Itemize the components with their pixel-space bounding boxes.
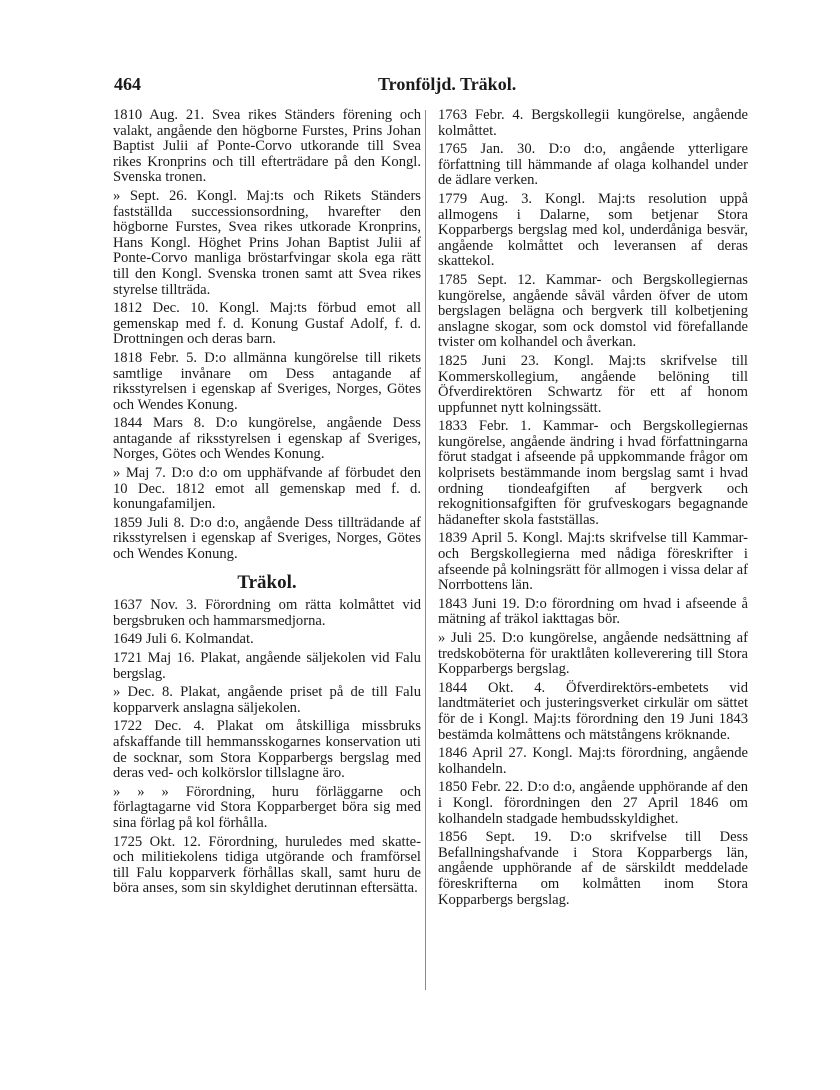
right-column <box>438 108 748 911</box>
register-entry <box>113 651 421 682</box>
running-title: Tronföljd. Träkol. <box>378 74 517 94</box>
entry-text: D:o allmänna kungörelse till rikets samtlige invånare om Dess antagande af riksstyrelsen i egenskap af Sveriges, Norges, Götes och Wendes Konung. <box>113 349 421 413</box>
entry-date: 1825 Juni 23. <box>438 352 540 369</box>
register-entry <box>438 681 748 743</box>
register-entry <box>438 830 748 908</box>
entry-text: Kongl. Maj:ts förbud emot all gemenskap med f. d. Konung Gustaf Adolf, f. d. Drottningen och deras barn. <box>113 300 422 348</box>
register-entry <box>438 746 748 777</box>
entry-date: 1844 Okt. 4. <box>438 679 546 696</box>
register-entry <box>113 719 421 781</box>
page-header <box>0 74 840 100</box>
entry-date: 1846 April 27. <box>438 745 527 762</box>
entry-text: Kongl. Maj:ts resolution uppå allmogens i Dalarne, som betjenar Stora Kopparbergs bergslag med kol, underdåniga besvär, angående kolmåttet och leveransen af deras skattekol. <box>438 190 748 270</box>
entry-text: Förordning om rätta kolmåttet vid bergsbruken och hammarsmedjorna. <box>113 597 421 629</box>
entry-text: D:o skrifvelse till Dess Befallningshafvande i Stora Kopparbergs län, angående upphörande af de särskildt meddelade föreskrifterna om kolmåtten inom Stora Kopparbergs bergslag. <box>438 829 748 908</box>
left-column <box>113 108 421 900</box>
register-entry <box>113 516 421 563</box>
register-entry <box>113 685 421 716</box>
entry-text: Förordning, huruledes med skatte- och militiekolens tidiga utgörande och framförsel till Falu kopparverk förhållas skall, samt huru de böra anses, som sin skyldighet derutinnan eftersätta. <box>113 833 422 897</box>
entry-text: Svea rikes Ständers förening och valakt, angående den högborne Furstes, Prins Johan Baptist Julii af Ponte-Corvo utkorande till Svea rikes Kronprins och till efterträdare på den Kongl. Svenska tronen. <box>113 107 421 186</box>
entry-date: » Juli 25. <box>438 630 497 646</box>
register-entry <box>438 354 748 416</box>
entry-text: D:o kungörelse, angående Dess antagande af riksstyrelsen i egenskap af Sveriges, Norges, Götes och Wendes Konung. <box>113 415 421 463</box>
entry-date: 1722 Dec. 4. <box>113 718 205 735</box>
entry-text: Kolmandat. <box>185 631 254 648</box>
entry-date: 1765 Jan. 30. <box>438 141 536 158</box>
section-title-trakol: Träkol. <box>237 571 297 593</box>
entry-date: » Dec. 8. <box>113 684 173 701</box>
register-entry <box>113 632 421 648</box>
entry-date: 1779 Aug. 3. <box>438 190 533 207</box>
entry-text: D:o d:o, angående ytterligare författning till hämmande af olaga kolhandel under de ädlare verken. <box>438 141 748 189</box>
register-entry <box>113 785 421 832</box>
entry-text: D:o kungörelse, angående nedsättning af tredskoböterna för uraktlåten kolleverering till Stora Kopparbergs bergslag. <box>438 630 748 678</box>
entry-text: Kammar- och Bergskollegiernas kungörelse, angående såväl vården öfver de utom bergslagen belägna och bergverk till kolbetjening anslagne skogar, som ock domstol vid förefallande tvister om kolhandel och åverkan. <box>438 271 748 351</box>
entry-text: Förordning, huru förläggarne och förlagtagarne vid Stora Kopparberget böra sig med sina förlag på kol förhålla. <box>113 783 421 831</box>
entry-text: D:o förordning om hvad i afseende å mätning af träkol iakttagas bör. <box>438 595 749 628</box>
entry-date: 1844 Mars 8. <box>113 415 205 432</box>
entry-date: 1843 Juni 19. <box>438 595 520 612</box>
entry-text: Kongl. Maj:ts förordning, angående kolhandeln. <box>438 745 748 777</box>
entry-date: 1721 Maj 16. <box>113 650 195 666</box>
entry-date: 1725 Okt. 12. <box>113 833 201 850</box>
entry-date: 1649 Juli 6. <box>113 631 182 648</box>
entry-text: D:o d:o, angående upphörande af den i Kongl. förordningen den 27 April 1846 om kolhandeln stadgade hembudsskyldighet. <box>438 779 748 827</box>
entry-date: 1763 Febr. 4. <box>438 107 524 123</box>
entry-date: 1812 Dec. 10. <box>113 300 209 317</box>
entry-date: 1637 Nov. 3. <box>113 597 197 614</box>
register-entry <box>113 351 421 413</box>
entry-text: Kongl. Maj:ts skrifvelse till Kammar- och Bergskollegierna med nådiga föreskrifter i afseende på kolningsrätt för allmogen i vissa delar af Norrbottens län. <box>438 530 748 594</box>
entry-date: 1839 April 5. <box>438 530 518 547</box>
column-divider <box>425 110 426 990</box>
entry-text: Öfverdirektörs-embetets vid landtmäteriet och justeringsverket cirkulär om sättet för de i Kongl. Maj:ts förordning den 19 Juni 1843 bestämda kolmåttens och mätstångens kröknande. <box>438 679 748 743</box>
page-number: 464 <box>114 74 141 94</box>
entry-text: Plakat om åtskilliga missbruks afskaffande till hemmansskogarnes konservation uti de socknar, som Stora Kopparbergs bergslag med deras ved- och kolkörslor tillslagne äro. <box>113 718 421 782</box>
entry-date: 1850 Febr. 22. <box>438 779 524 796</box>
register-entry <box>438 631 748 678</box>
entry-text: D:o d:o om upphäfvande af förbudet den 10 Dec. 1812 emot all gemenskap med f. d. konungafamiljen. <box>113 465 421 513</box>
register-entry <box>113 466 421 513</box>
entry-text: Kongl. Maj:ts och Rikets Ständers fastställda successionsordning, hvarefter den högborne Furstes, Svea rikes utkorade Kronprins, Hans Kongl. Höghet Prins Johan Baptist Julii af Ponte-Corvo manliga bröstarfvingar skola ega rätt till den Kongl. Svenska tronen samt att Svea rikes styrelse tillträda. <box>113 187 421 298</box>
entry-text: Kammar- och Bergskollegiernas kungörelse, angående ändring i hvad författningarna förut stadgat i afseende på uppkommande frågor om kolprisets bestämmande inom bergslag samt i hvad ordning tiondeafgiften af bergverk och rekognitionsafgiften för grufveskogars begagnande hädanefter skola fastställas. <box>438 418 748 528</box>
entry-date: 1818 Febr. 5. <box>113 349 198 366</box>
register-entry <box>113 108 421 186</box>
entry-date: 1859 Juli 8. <box>113 514 185 531</box>
entry-date: 1856 Sept. 19. <box>438 829 552 846</box>
register-entry <box>113 835 421 897</box>
entry-text: Plakat, angående priset på de till Falu kopparverk anslagna säljekolen. <box>113 684 421 716</box>
register-entry <box>113 189 421 298</box>
entry-date: » Maj 7. <box>113 465 166 482</box>
register-entry <box>113 301 421 348</box>
entry-date: 1785 Sept. 12. <box>438 271 536 288</box>
entry-text: Kongl. Maj:ts skrifvelse till Kommerskollegium, angående belöning till Öfverdirektören Schwartz för ett af honom uppfunnet nytt kolningssätt. <box>438 352 748 416</box>
entry-text: Bergskollegii kungörelse, angående kolmåttet. <box>438 107 748 139</box>
register-entry <box>438 142 748 189</box>
entry-text: Plakat, angående säljekolen vid Falu bergslag. <box>113 650 421 682</box>
register-entry <box>113 598 421 629</box>
entry-date: 1810 Aug. 21. <box>113 107 205 123</box>
register-entry <box>438 192 748 270</box>
register-entry <box>113 416 421 463</box>
entry-text: D:o d:o, angående Dess tillträdande af riksstyrelsen i egenskap af Sveriges, Norges, Götes och Wendes Konung. <box>113 514 421 563</box>
entry-date: 1833 Febr. 1. <box>438 418 532 435</box>
register-entry <box>438 419 748 528</box>
register-entry <box>438 780 748 827</box>
register-entry <box>438 273 748 351</box>
register-entry <box>438 531 748 593</box>
entry-date: » Sept. 26. <box>113 187 188 204</box>
register-entry <box>438 108 748 139</box>
register-entry <box>438 597 748 628</box>
entry-date: » » » <box>113 783 169 800</box>
